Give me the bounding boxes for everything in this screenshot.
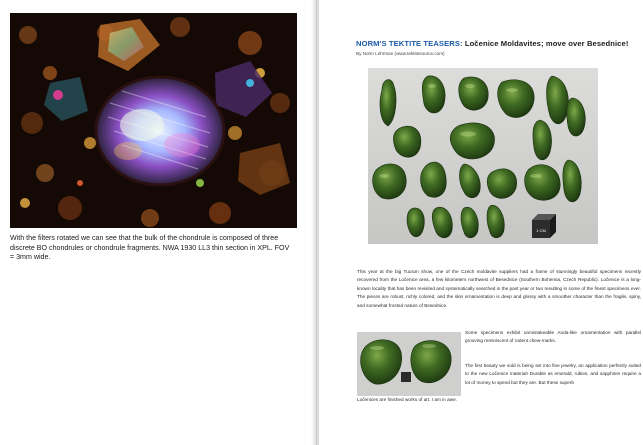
scale-label: 1 CM xyxy=(536,228,546,233)
chondrule-micrograph xyxy=(10,13,297,228)
right-page xyxy=(319,0,643,445)
left-page xyxy=(0,0,316,445)
moldavite-photo xyxy=(368,68,598,244)
moldavite-image xyxy=(368,68,598,244)
inset-moldavite-photo xyxy=(357,332,461,396)
title-kicker: NORM'S TEKTITE TEASERS: xyxy=(356,39,463,48)
byline: By Norm Lehrman (www.tektitesource.com) xyxy=(356,51,445,56)
figure-caption: With the filters rotated we can see that the bulk of the chondrule is composed of three discrete BO chondrules or chondrule fragments. NWA 1930 LL3 thin section in XPL. FOV = 3mm wide. xyxy=(10,234,290,262)
inset-image xyxy=(357,332,461,396)
paragraph-1: This year at the big Tucson show, one of the Czech moldavite suppliers had a frame of stunningly beautiful specimens recently recovered from the Ločenice area, a few kilometers northwest of Besednice (Southern Bohemia, Czech Republic). Ločenice is a long-known locality that has been revisited and systematically searched in the past year or two resulting in some of the finest specimens ever. The pieces are robust, richly colored, and the skin ornamentation is deep and glossy with a smoother character than the fragile, spiny, and somewhat frosted nature of Besednice. xyxy=(357,269,641,308)
title-rest: Ločenice Moldavites; move over Besednice! xyxy=(462,39,629,48)
paragraph-2: Some specimens exhibit unmistakeable Anda-like ornamentation with parallel grooving reminiscent of rodent chew-marks. xyxy=(465,330,641,344)
paragraph-3: The first beauty we sold is being set into fine jewelry, an application perfectly suited to the new Ločenice material! Durable as emerald, rubies, and sapphires require a lot of money to spend but they are. But these superb xyxy=(465,363,641,385)
article-title xyxy=(356,39,641,48)
micrograph-image xyxy=(10,13,297,228)
paragraph-tail: Ločenices are finished works of art. I am in awe. xyxy=(357,397,458,402)
